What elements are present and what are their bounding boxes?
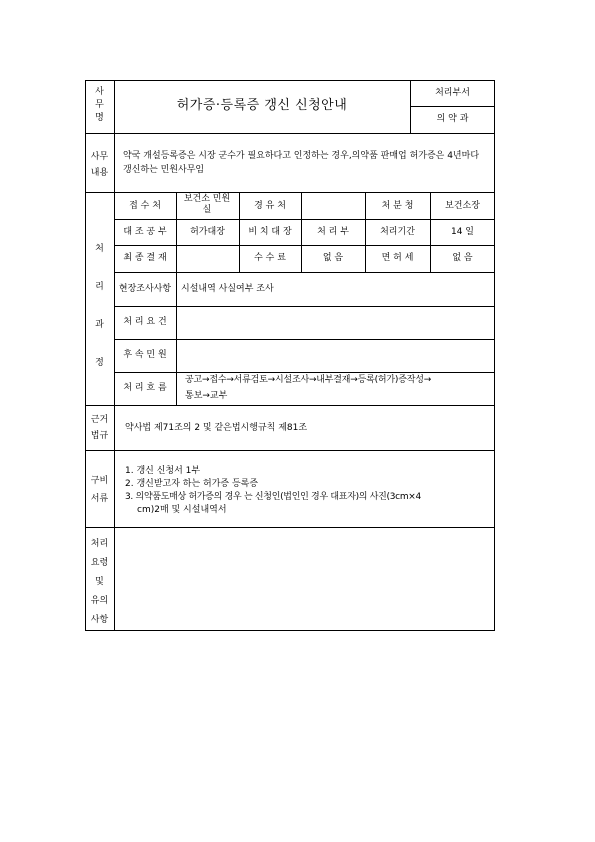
flow-line: 통보→교부 bbox=[185, 391, 228, 401]
prep-label: 비 치 대 장 bbox=[248, 227, 292, 237]
license-tax-value: 없 음 bbox=[452, 253, 473, 263]
process-label-char: 처 bbox=[95, 244, 104, 254]
document-item: 3. 의약품도매상 허가증의 경우 는 신청인(법인인 경우 대표자)의 사진(3cm×4 bbox=[125, 492, 421, 502]
document-item: cm)2매 및 시설내역서 bbox=[137, 505, 227, 515]
section-label-char: 사 bbox=[95, 87, 104, 97]
requirements-label: 처 리 요 건 bbox=[123, 317, 167, 327]
process-label bbox=[85, 230, 114, 382]
fee-label: 수 수 료 bbox=[254, 253, 286, 263]
basis-label-line: 법규 bbox=[90, 431, 109, 441]
process-label-char: 과 bbox=[95, 320, 104, 330]
guide-form bbox=[85, 80, 495, 631]
handler-label: 처 분 청 bbox=[381, 201, 414, 211]
documents-label bbox=[85, 472, 114, 508]
license-tax-label: 면 허 세 bbox=[381, 253, 414, 263]
ledger-label: 대 조 공 부 bbox=[123, 227, 167, 237]
inspection-value: 시설내역 사실여부 조사 bbox=[181, 284, 274, 294]
notes-label-line: 처리 bbox=[90, 539, 109, 549]
handler-value: 보건소장 bbox=[445, 201, 480, 211]
page-title: 허가증·등록증 갱신 신청안내 bbox=[176, 98, 348, 113]
flow-line: 공고→접수→서류검토→시설조사→내부결재→등록(허가)증작성→ bbox=[185, 375, 432, 385]
notes-label-line: 및 bbox=[95, 577, 104, 587]
content-label bbox=[85, 149, 114, 181]
prep-value: 처 리 부 bbox=[317, 227, 349, 237]
documents-label-line: 서류 bbox=[90, 494, 109, 504]
content-label-line: 사무 bbox=[90, 152, 109, 162]
notes-label bbox=[85, 535, 114, 630]
reception-label: 접 수 처 bbox=[129, 201, 161, 211]
basis-label-line: 근거 bbox=[90, 415, 109, 425]
section-label bbox=[85, 86, 114, 125]
document-item: 1. 갱신 신청서 1부 bbox=[125, 466, 201, 476]
final-label: 최 종 결 재 bbox=[123, 253, 167, 263]
basis-label bbox=[85, 412, 114, 444]
inspection-label: 현장조사사항 bbox=[118, 284, 172, 294]
section-label-char: 무 bbox=[95, 100, 104, 110]
basis-text: 약사법 제71조의 2 및 같은법시행규칙 제81조 bbox=[125, 423, 308, 433]
content-text: 약국 개설등록증은 시장 군수가 필요하다고 인정하는 경우,의약품 판매업 허가증은 4년마다 갱신하는 민원사무임 bbox=[123, 151, 480, 175]
period-label: 처리기간 bbox=[380, 227, 415, 237]
via-label: 경 유 처 bbox=[254, 201, 286, 211]
process-label-char: 정 bbox=[95, 358, 104, 368]
notes-label-line: 사항 bbox=[90, 615, 109, 625]
process-label-char: 리 bbox=[95, 282, 104, 292]
notes-label-line: 유의 bbox=[90, 596, 109, 606]
notes-label-line: 요령 bbox=[90, 558, 109, 568]
content-label-line: 내용 bbox=[90, 168, 109, 178]
followup-label: 후 속 민 원 bbox=[123, 350, 167, 360]
ledger-value: 허가대장 bbox=[190, 227, 225, 237]
fee-value: 없 음 bbox=[322, 253, 344, 263]
documents-label-line: 구비 bbox=[90, 476, 109, 486]
flow-label: 처 리 흐 름 bbox=[123, 383, 167, 393]
period-value: 14 일 bbox=[450, 227, 474, 237]
dept-label: 처리부서 bbox=[435, 88, 470, 98]
section-label-char: 명 bbox=[95, 113, 104, 123]
reception-value: 보건소 민원실 bbox=[183, 194, 231, 215]
document-item: 2. 갱신받고자 하는 허가증 등록증 bbox=[125, 479, 259, 489]
dept-value: 의 약 과 bbox=[436, 114, 469, 124]
